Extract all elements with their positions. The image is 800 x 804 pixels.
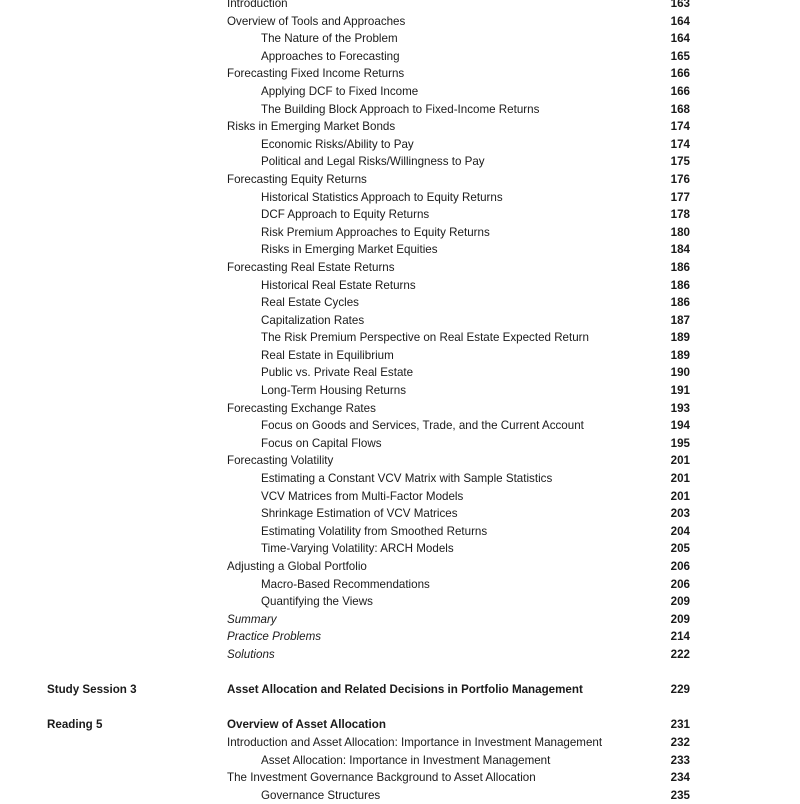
toc-entry-title: Asset Allocation: Importance in Investment Management [261, 753, 551, 767]
toc-entry [0, 558, 800, 576]
toc-section-label: Study Session 3 [47, 683, 137, 697]
toc-entry-title: Introduction [227, 0, 288, 10]
toc-page-number: 166 [670, 67, 690, 81]
toc-entry-title: Historical Real Estate Returns [261, 278, 416, 292]
toc-subentry [0, 540, 800, 558]
toc-page-number: 189 [670, 348, 690, 362]
toc-page-number: 206 [670, 560, 690, 573]
toc-entry-title: Focus on Capital Flows [261, 436, 382, 450]
toc-page-number: 187 [670, 313, 690, 327]
toc-page-number: 201 [670, 454, 690, 468]
toc-subentry [0, 329, 800, 347]
toc-section-header [0, 681, 800, 699]
toc-entry-title: Time-Varying Volatility: ARCH Models [261, 542, 454, 556]
toc-entry [0, 13, 800, 31]
toc-entry-title: Risk Premium Approaches to Equity Returns [261, 225, 490, 239]
toc-entry-title: Quantifying the Views [261, 595, 373, 609]
toc-subentry [0, 189, 800, 207]
toc-subentry [0, 153, 800, 171]
toc-entry-title: Introduction and Asset Allocation: Importance in Investment Management [227, 735, 603, 749]
toc-page-number: 191 [670, 384, 690, 398]
toc-entry-title: The Building Block Approach to Fixed-Income Returns [261, 102, 540, 116]
toc-page-number: 205 [670, 542, 690, 556]
toc-subentry [0, 523, 800, 541]
toc-section-label: Reading 5 [47, 718, 103, 732]
toc-subentry [0, 435, 800, 453]
toc-entry-title: Practice Problems [227, 630, 322, 644]
toc-subentry [0, 347, 800, 365]
toc-page-number: 165 [670, 49, 690, 63]
toc-page-number: 186 [670, 278, 690, 292]
toc-entry-title: Solutions [227, 647, 275, 661]
toc-entry [0, 646, 800, 664]
toc-entry-title: Overview of Tools and Approaches [227, 14, 406, 28]
toc-page-number: 222 [670, 647, 690, 661]
toc-subentry [0, 752, 800, 770]
toc-subentry [0, 312, 800, 330]
toc-entry-title: Historical Statistics Approach to Equity Returns [261, 190, 503, 204]
toc-page-number: 209 [670, 595, 690, 609]
toc-page-number: 166 [670, 84, 690, 98]
toc-subentry [0, 83, 800, 101]
toc-subentry [0, 382, 800, 400]
toc-page-number: 184 [670, 243, 690, 257]
toc-page-number: 174 [670, 120, 690, 134]
toc-entry-title: Asset Allocation and Related Decisions in Portfolio Management [227, 683, 583, 697]
toc-entry-title: Forecasting Fixed Income Returns [227, 67, 405, 81]
toc-entry-title: Applying DCF to Fixed Income [261, 84, 419, 98]
toc-subentry [0, 48, 800, 66]
toc-entry-title: Adjusting a Global Portfolio [227, 560, 367, 573]
toc-section-header [0, 716, 800, 734]
toc-page-number: 175 [670, 155, 690, 169]
toc-page-number: 178 [670, 208, 690, 222]
section-spacer [0, 699, 800, 717]
toc-page-number: 204 [670, 524, 690, 538]
toc-entry-title: Forecasting Volatility [227, 454, 334, 468]
toc-page-number: 231 [670, 718, 690, 732]
toc-page-number: 186 [670, 296, 690, 310]
toc-page-number: 195 [670, 436, 690, 450]
toc-page-number: 201 [670, 472, 690, 486]
toc-page-number: 234 [670, 771, 690, 785]
toc-subentry [0, 593, 800, 611]
toc-entry [0, 259, 800, 277]
toc-page-number: 163 [670, 0, 690, 10]
toc-subentry [0, 488, 800, 506]
toc-entry-title: DCF Approach to Equity Returns [261, 208, 430, 222]
toc-page-number: 229 [670, 683, 690, 697]
toc-subentry [0, 417, 800, 435]
toc-entry [0, 452, 800, 470]
toc-entry [0, 0, 800, 13]
toc-page-number: 168 [670, 102, 690, 116]
toc-entry-title: Risks in Emerging Market Equities [261, 243, 438, 257]
toc-entry [0, 628, 800, 646]
toc-entry-title: The Nature of the Problem [261, 32, 398, 46]
toc-entry [0, 611, 800, 629]
toc-page-number: 174 [670, 137, 690, 151]
toc-entry-title: Long-Term Housing Returns [261, 384, 406, 398]
toc-subentry [0, 505, 800, 523]
toc-page-number: 233 [670, 753, 690, 767]
toc-entry-title: Real Estate Cycles [261, 296, 359, 310]
toc-subentry [0, 277, 800, 295]
toc-page-number: 189 [670, 331, 690, 345]
toc-entry [0, 118, 800, 136]
toc-entry-title: Political and Legal Risks/Willingness to Pay [261, 155, 485, 169]
toc-subentry [0, 576, 800, 594]
section-spacer [0, 664, 800, 682]
toc-page-number: 214 [670, 630, 690, 644]
toc-entry [0, 734, 800, 752]
toc-entry-title: Risks in Emerging Market Bonds [227, 120, 396, 134]
toc-entry-title: Estimating Volatility from Smoothed Returns [261, 524, 488, 538]
toc-entry-title: The Risk Premium Perspective on Real Estate Expected Return [261, 331, 589, 345]
toc-page-number: 176 [670, 172, 690, 186]
toc-page-number: 201 [670, 489, 690, 503]
toc-subentry [0, 470, 800, 488]
toc-entry-title: VCV Matrices from Multi-Factor Models [261, 489, 464, 503]
toc-page-number: 180 [670, 225, 690, 239]
toc-entry-title: Capitalization Rates [261, 313, 365, 327]
toc-entry-title: Focus on Goods and Services, Trade, and the Current Account [261, 419, 584, 433]
toc-page-number: 235 [670, 788, 690, 802]
toc-subentry [0, 101, 800, 119]
toc-page-number: 190 [670, 366, 690, 380]
toc-entry-title: Macro-Based Recommendations [261, 577, 430, 591]
toc-page-number: 164 [670, 32, 690, 46]
toc-subentry [0, 787, 800, 804]
toc-subentry [0, 294, 800, 312]
toc-page-number: 164 [670, 14, 690, 28]
toc-page-number: 194 [670, 419, 690, 433]
toc-entry [0, 769, 800, 787]
toc-entry-title: Approaches to Forecasting [261, 49, 400, 63]
toc-subentry [0, 224, 800, 242]
toc-page-number: 232 [670, 735, 690, 749]
toc-page-number: 203 [670, 507, 690, 521]
toc-entry [0, 65, 800, 83]
toc-entry [0, 171, 800, 189]
toc-entry-title: Real Estate in Equilibrium [261, 348, 394, 362]
toc-subentry [0, 241, 800, 259]
toc-page-number: 193 [670, 401, 690, 415]
toc-entry-title: Economic Risks/Ability to Pay [261, 137, 414, 151]
toc-entry-title: Summary [227, 612, 277, 626]
toc-subentry [0, 206, 800, 224]
toc-entry-title: Estimating a Constant VCV Matrix with Sample Statistics [261, 472, 553, 486]
toc-entry-title: Public vs. Private Real Estate [261, 366, 414, 380]
toc-entry-title: The Investment Governance Background to Asset Allocation [227, 771, 536, 785]
toc-entry-title: Governance Structures [261, 788, 381, 802]
toc-page-number: 177 [670, 190, 690, 204]
toc-entry-title: Forecasting Equity Returns [227, 172, 367, 186]
toc-entry [0, 400, 800, 418]
toc-page-number: 186 [670, 260, 690, 274]
toc-entry-title: Forecasting Exchange Rates [227, 401, 376, 415]
toc-entry-title: Overview of Asset Allocation [227, 718, 386, 732]
toc-entry-title: Shrinkage Estimation of VCV Matrices [261, 507, 458, 521]
toc-subentry [0, 364, 800, 382]
toc-subentry [0, 30, 800, 48]
toc-entry-title: Forecasting Real Estate Returns [227, 260, 395, 274]
toc-subentry [0, 136, 800, 154]
toc-page-number: 206 [670, 577, 690, 591]
toc-page-number: 209 [670, 612, 690, 626]
